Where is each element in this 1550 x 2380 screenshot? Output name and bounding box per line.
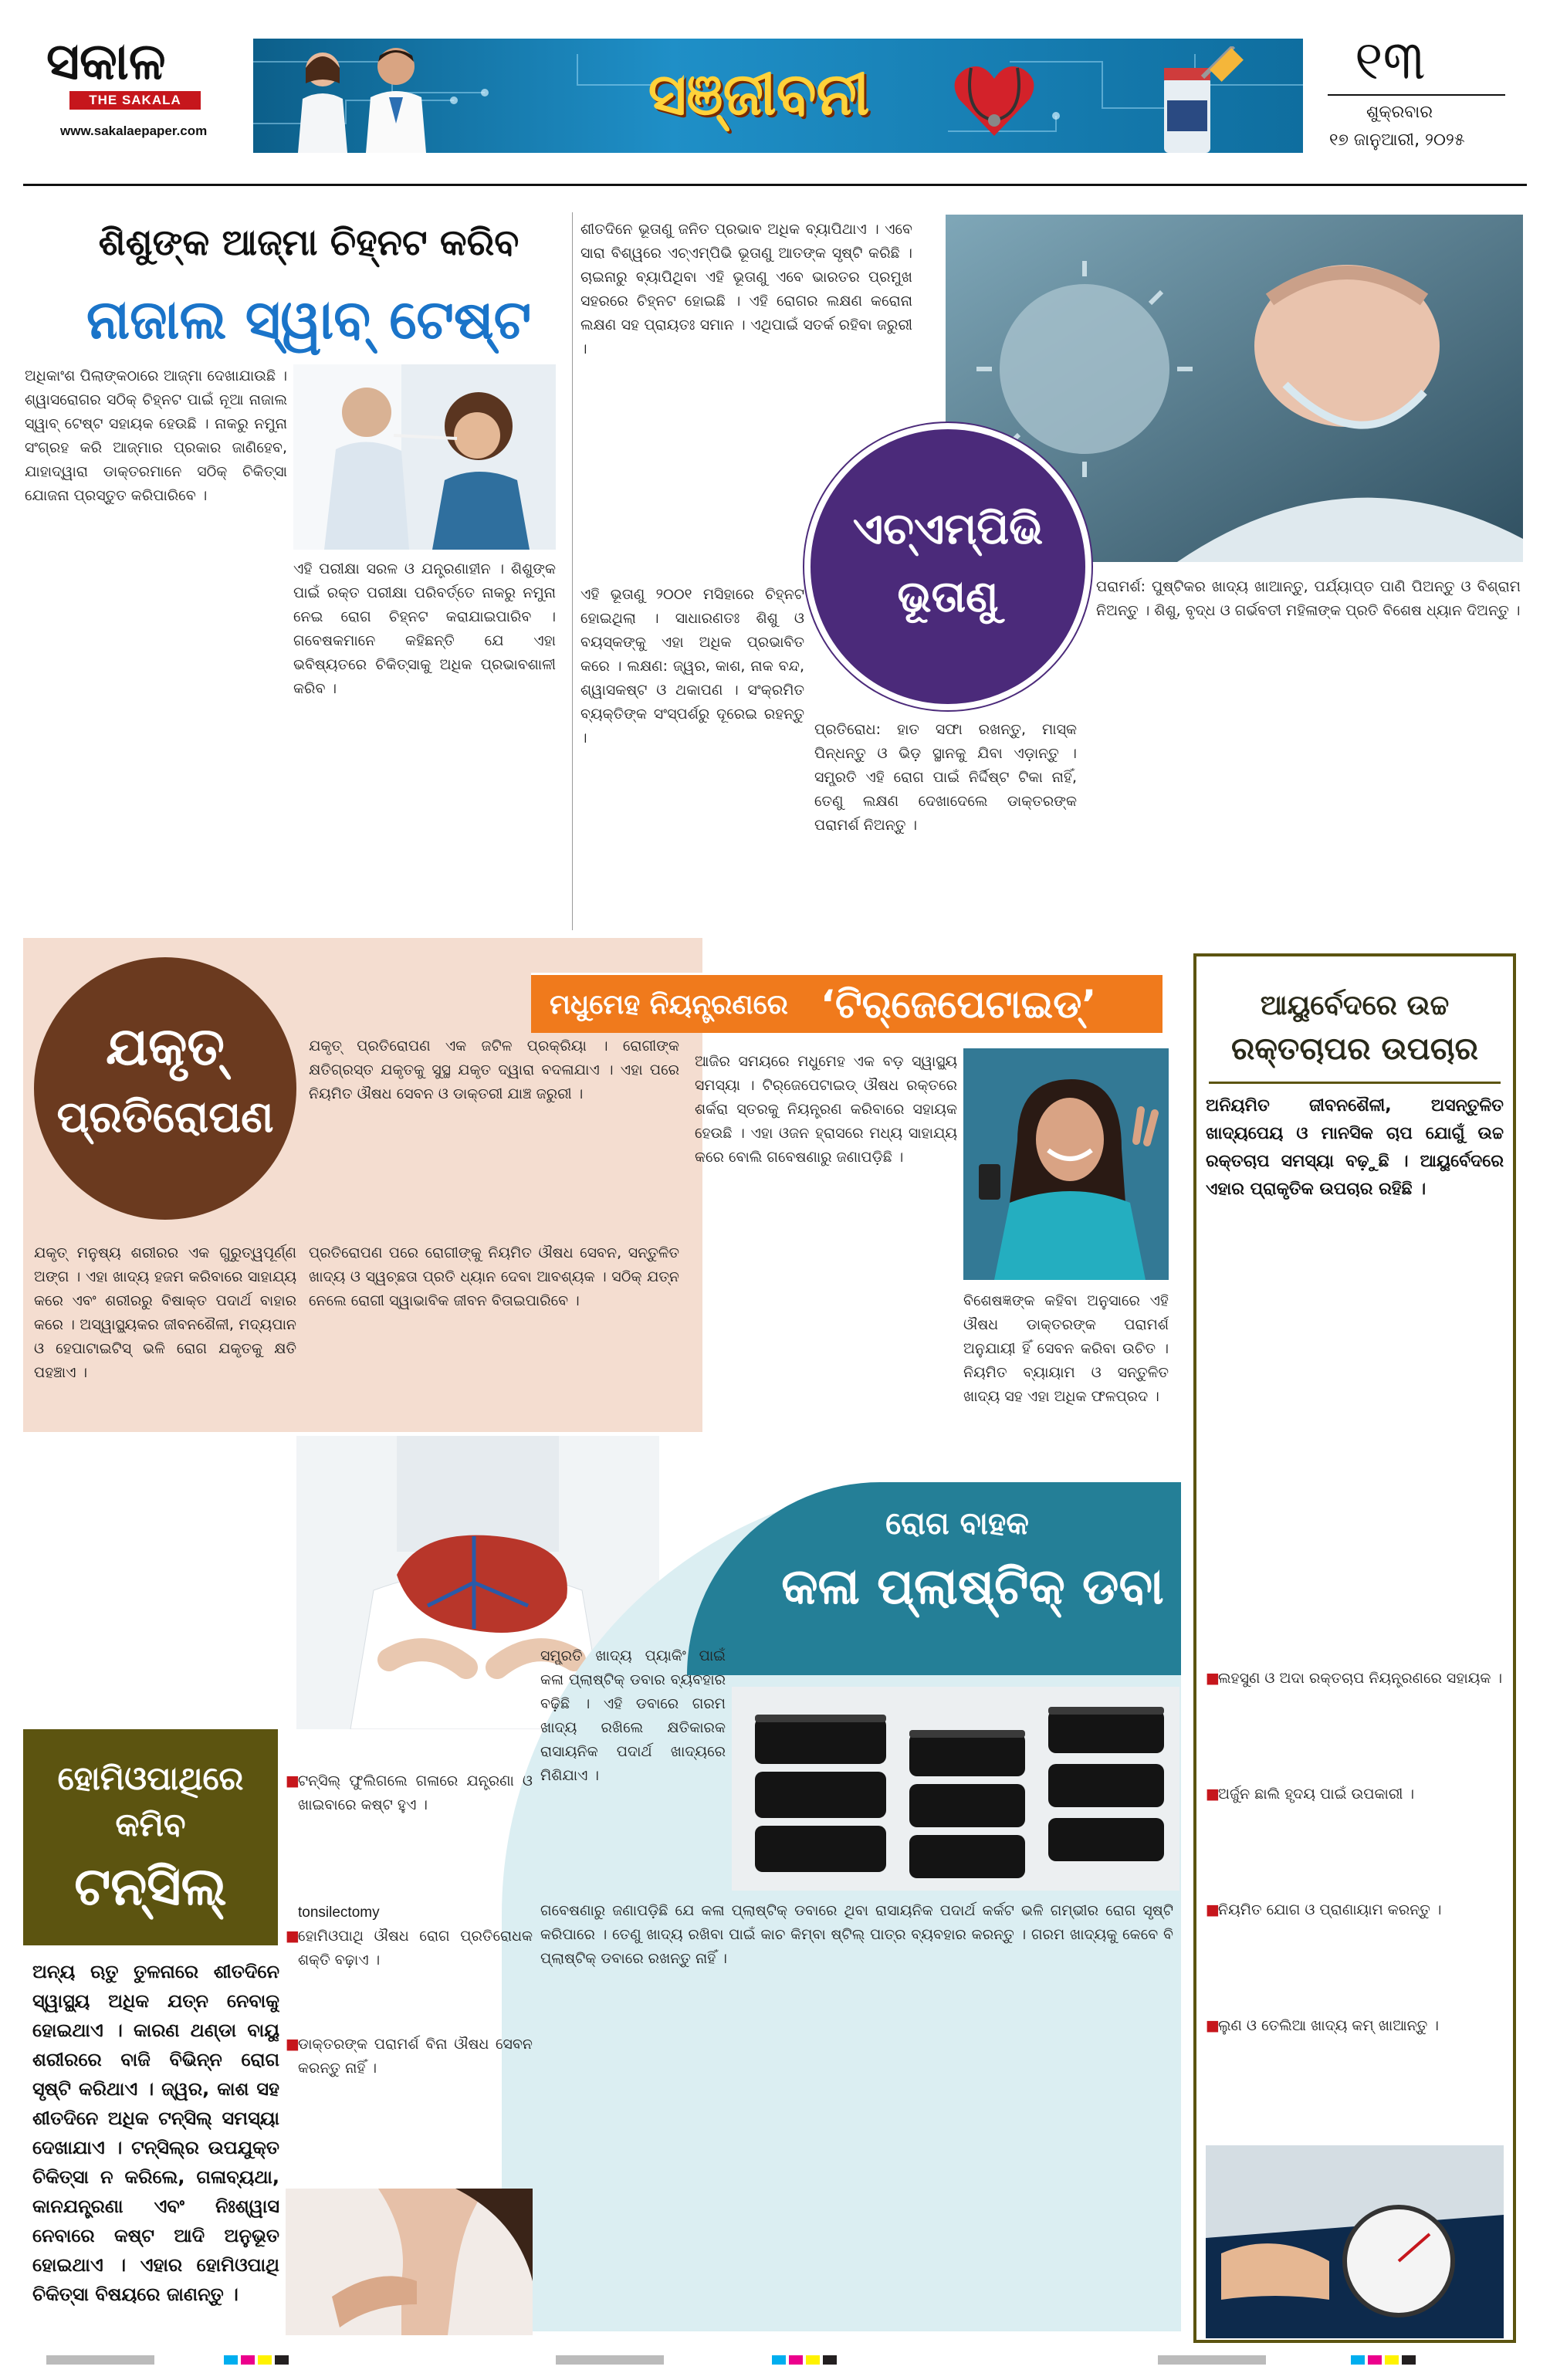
plastic-body-col1: ସମ୍ପ୍ରତି ଖାଦ୍ୟ ପ୍ୟାକିଂ ପାଇଁ କଳା ପ୍ଲାଷ୍ଟିକ୍ ଡବାର ବ୍ୟବହାର ବଢ଼ିଛି । ଏହି ଡବାରେ ଗରମ ଖାଦ୍ୟ ରଖିଲେ କ୍ଷତିକାରକ ରାସାୟନିକ ପଦାର୍ଥ ଖାଦ୍ୟରେ ମିଶିଯାଏ । [540,1647,726,1784]
asthma-headline-1: ଶିଶୁଙ୍କ ଆଜ୍‌ମା ଚିହ୍ନଟ କରିବ [98,222,519,264]
liver-title-line1: ଯକୃତ୍ [106,1017,225,1078]
diabetes-title-quote: ‘ଟିର୍‌ଜେପେଟାଇଡ୍’ [821,982,1097,1027]
black-containers-photo [732,1687,1179,1891]
plastic-banner-big: କଳା ପ୍ଲାଷ୍ଟିକ୍ ଡବା [781,1559,1164,1616]
ayurveda-intro: ଅନିୟମିତ ଜୀବନଶୈଳୀ, ଅସନ୍ତୁଳିତ ଖାଦ୍ୟପେୟ ଓ ମାନସିକ ଚାପ ଯୋଗୁଁ ଉଚ୍ଚ ରକ୍ତଚାପ ସମସ୍ୟା ବଢ଼ୁଛି । ଆୟୁର୍ବେଦରେ ଏହାର ପ୍ରାକୃତିକ ଉପଚାର ରହିଛି । [1206,1096,1504,1199]
plastic-banner-small: ରୋଗ ବାହକ [885,1506,1029,1542]
ayurveda-bullets [1206,1667,1504,2130]
ayurveda-title-line2: ରକ୍ତଚାପର ଉପଚାର [1231,1031,1478,1067]
ayurveda-bullet [1206,1782,1504,1898]
tonsil-bullet-text: ହୋମିଓପାଥି ଔଷଧ ରୋଗ ପ୍ରତିରୋଧକ ଶକ୍ତି ବଢ଼ାଏ । [298,1928,533,1969]
logo-subtitle: THE SAKALA [69,91,201,110]
doctor-photo-male [361,40,431,153]
heart-stethoscope-icon [948,52,1041,145]
hmpv-body-col4: ପରାମର୍ଶ: ପୁଷ୍ଟିକର ଖାଦ୍ୟ ଖାଆନ୍ତୁ, ପର୍ଯ୍ୟାପ୍ତ ପାଣି ପିଅନ୍ତୁ ଓ ବିଶ୍ରାମ ନିଅନ୍ତୁ । ଶିଶୁ, ବୃଦ୍ଧ ଓ ଗର୍ଭବତୀ ମହିଳାଙ୍କ ପ୍ରତି ବିଶେଷ ଧ୍ୟାନ ଦିଅନ୍ତୁ । [1096,578,1521,619]
plastic-body: ଗବେଷଣାରୁ ଜଣାପଡ଼ିଛି ଯେ କଳା ପ୍ଲାଷ୍ଟିକ୍ ଡବାରେ ଥିବା ରାସାୟନିକ ପଦାର୍ଥ କର୍କଟ ଭଳି ଗମ୍ଭୀର ରୋଗ ସୃଷ୍ଟି କରିପାରେ । ତେଣୁ ଖାଦ୍ୟ ରଖିବା ପାଇଁ କାଚ କିମ୍ବା ଷ୍ଟିଲ୍ ପାତ୍ର ବ୍ୟବହାର କରନ୍ତୁ । ଗରମ ଖାଦ୍ୟକୁ କେବେ ବି ପ୍ଲାଷ୍ଟିକ୍ ଡବାରେ ରଖନ୍ତୁ ନାହିଁ । [540,1902,1173,1967]
bullet-icon: ■ [286,1928,300,1945]
hmpv-body-col2: ଏହି ଭୂତାଣୁ ୨୦୦୧ ମସିହାରେ ଚିହ୍ନଟ ହୋଇଥିଲା । ସାଧାରଣତଃ ଶିଶୁ ଓ ବୟସ୍କଙ୍କୁ ଏହା ଅଧିକ ପ୍ରଭାବିତ କରେ । ଲକ୍ଷଣ: ଜ୍ୱର, କାଶ, ନାକ ବନ୍ଦ, ଶ୍ୱାସକଷ୍ଟ ଓ ଥକାପଣ । ସଂକ୍ରମିତ ବ୍ୟକ୍ତିଙ୍କ ସଂସ୍ପର୍ଶରୁ ଦୂରେଇ ରହନ୍ତୁ । [580,586,804,747]
diabetes-title-prefix: ମଧୁମେହ ନିୟନ୍ତ୍ରଣରେ [550,989,788,1021]
ayurveda-bullet-text: ଅର୍ଜୁନ ଛାଲି ହୃଦୟ ପାଇଁ ଉପକାରୀ । [1218,1786,1414,1803]
ayurveda-bullet [1206,2014,1504,2130]
ayurveda-title-rule [1209,1082,1501,1084]
asthma-headline-2: ନାଜାଲ ସ୍ୱାବ୍ ଟେଷ୍ଟ [86,288,532,351]
diabetes-body-col1: ଆଜିର ସମୟରେ ମଧୁମେହ ଏକ ବଡ଼ ସ୍ୱାସ୍ଥ୍ୟ ସମସ୍ୟା । ଟିର୍‌ଜେପେଟାଇଡ୍ ଔଷଧ ରକ୍ତରେ ଶର୍କରା ସ୍ତରକୁ ନିୟନ୍ତ୍ରଣ କରିବାରେ ସହାୟକ ହେଉଛି । ଏହା ଓଜନ ହ୍ରାସରେ ମଧ୍ୟ ସାହାଯ୍ୟ କରେ ବୋଲି ଗବେଷଣାରୁ ଜଣାପଡ଼ିଛି । [695,1053,957,1166]
page-number: ୧୩ [1355,29,1426,92]
banner-title: ସଞ୍ଜୀବନୀ [648,59,870,128]
tonsil-bullet-text: ଟନ୍‌ସିଲ୍ ଫୁଲିଗଲେ ଗଳାରେ ଯନ୍ତ୍ରଣା ଓ ଖାଇବାରେ କଷ୍ଟ ହୁଏ । [298,1772,533,1813]
ayurveda-bullet [1206,1667,1504,1782]
ayurveda-bullet-text: ନିୟମିତ ଯୋଗ ଓ ପ୍ରାଣାୟାମ କରନ୍ତୁ । [1218,1901,1442,1918]
blood-pressure-photo [1206,2145,1504,2338]
plastic-banner [687,1482,1181,1675]
tonsil-bullet [286,1769,533,1901]
masthead [0,0,1550,181]
hmpv-title-circle [804,423,1091,710]
tonsil-bullets [286,1769,533,2171]
nasal-swab-photo [293,364,556,550]
bullet-icon: ■ [1206,1786,1220,1803]
ayurveda-bullet-text: ଲହସୁଣ ଓ ଅଦା ରକ୍ତଚାପ ନିୟନ୍ତ୍ରଣରେ ସହାୟକ । [1218,1670,1503,1687]
liver-body-col2: ପ୍ରତିରୋପଣ ପରେ ରୋଗୀଙ୍କୁ ନିୟମିତ ଔଷଧ ସେବନ, ସନ୍ତୁଳିତ ଖାଦ୍ୟ ଓ ସ୍ୱଚ୍ଛତା ପ୍ରତି ଧ୍ୟାନ ଦେବା ଆବଶ୍ୟକ । ସଠିକ୍ ଯତ୍ନ ନେଲେ ରୋଗୀ ସ୍ୱାଭାବିକ ଜୀବନ ବିତାଇପାରିବେ । [309,1244,679,1309]
issue-date: ୧୭ ଜାନୁଆରୀ, ୨୦୨୫ [1329,130,1465,150]
bullet-icon: ■ [286,1772,300,1789]
liver-intro: ଯକୃତ୍ ପ୍ରତିରୋପଣ ଏକ ଜଟିଳ ପ୍ରକ୍ରିୟା । ରୋଗୀଙ୍କ କ୍ଷତିଗ୍ରସ୍ତ ଯକୃତକୁ ସୁସ୍ଥ ଯକୃତ ଦ୍ୱାରା ବଦଳାଯାଏ । ଏହା ପରେ ନିୟମିତ ଔଷଧ ସେବନ ଓ ଡାକ୍ତରୀ ଯାଞ୍ଚ ଜରୁରୀ । [309,1038,679,1102]
column-rule-1 [572,212,573,930]
hmpv-body-col3: ପ୍ରତିରୋଧ: ହାତ ସଫା ରଖନ୍ତୁ, ମାସ୍କ ପିନ୍ଧନ୍ତୁ ଓ ଭିଡ଼ ସ୍ଥାନକୁ ଯିବା ଏଡ଼ାନ୍ତୁ । ସମ୍ପ୍ରତି ଏହି ରୋଗ ପାଇଁ ନିର୍ଦ୍ଦିଷ୍ଟ ଟିକା ନାହିଁ, ତେଣୁ ଲକ୍ଷଣ ଦେଖାଦେଲେ ଡାକ୍ତରଙ୍କ ପରାମର୍ଶ ନିଅନ୍ତୁ । [814,721,1077,834]
asthma-body-col1: ଅଧିକାଂଶ ପିଲାଙ୍କଠାରେ ଆଜ୍‌ମା ଦେଖାଯାଉଛି । ଶ୍ୱାସରୋଗର ସଠିକ୍ ଚିହ୍ନଟ ପାଇଁ ନୂଆ ନାଜାଲ ସ୍ୱାବ୍ ଟେଷ୍ଟ ସହାୟକ ହେଉଛି । ନାକରୁ ନମୁନା ସଂଗ୍ରହ କରି ଆଜ୍‌ମାର ପ୍ରକାର ଜାଣିହେବ, ଯାହାଦ୍ୱାରା ଡାକ୍ତରମାନେ ସଠିକ୍ ଚିକିତ୍ସା ଯୋଜନା ପ୍ରସ୍ତୁତ କରିପାରିବେ । [25,367,287,504]
diabetes-body-col2: ବିଶେଷଜ୍ଞଙ୍କ କହିବା ଅନୁସାରେ ଏହି ଔଷଧ ଡାକ୍ତରଙ୍କ ପରାମର୍ଶ ଅନୁଯାୟୀ ହିଁ ସେବନ କରିବା ଉଚିତ । ନିୟମିତ ବ୍ୟାୟାମ ଓ ସନ୍ତୁଳିତ ଖାଦ୍ୟ ସହ ଏହା ଅଧିକ ଫଳପ୍ରଦ । [963,1292,1169,1405]
ayurveda-box [1193,953,1516,2343]
logo [46,31,232,124]
liver-title-circle [34,957,296,1220]
weekday: ଶୁକ୍ରବାର [1366,103,1433,122]
tonsil-latin-term: tonsilectomy [298,1904,380,1921]
doctor-photo-female [292,45,354,153]
bullet-icon: ■ [1206,1670,1220,1687]
asthma-body-col2: ଏହି ପରୀକ୍ଷା ସରଳ ଓ ଯନ୍ତ୍ରଣାହୀନ । ଶିଶୁଙ୍କ ପାଇଁ ରକ୍ତ ପରୀକ୍ଷା ପରିବର୍ତ୍ତେ ନାକରୁ ନମୁନା ନେଇ ରୋଗ ଚିହ୍ନଟ କରାଯାଇପାରିବ । ଗବେଷକମାନେ କହିଛନ୍ତି ଯେ ଏହା ଭବିଷ୍ୟତରେ ଚିକିତ୍ସାକୁ ଅଧିକ ପ୍ରଭାବଶାଳୀ କରିବ । [293,560,556,697]
liver-title-line2: ପ୍ରତିରୋପଣ [56,1092,274,1143]
bullet-icon: ■ [1206,2017,1220,2034]
header-rule [1328,94,1505,96]
tonsil-title-line3: ଟନ୍‌ସିଲ୍ [74,1857,227,1918]
tonsil-bullet [286,2033,533,2141]
logo-text: ସକାଳ [46,32,166,91]
tonsil-bullet-text: ଡାକ୍ତରଙ୍କ ପରାମର୍ଶ ବିନା ଔଷଧ ସେବନ କରନ୍ତୁ ନାହିଁ । [298,2036,533,2077]
diabetes-woman-photo [963,1048,1169,1280]
diabetes-title-bar [531,973,1162,1033]
throat-pain-photo [286,2189,533,2335]
hmpv-body-col1: ଶୀତଦିନେ ଭୂତାଣୁ ଜନିତ ପ୍ରଭାବ ଅଧିକ ବ୍ୟାପିଥାଏ । ଏବେ ସାରା ବିଶ୍ୱରେ ଏଚ୍‌ଏମ୍‌ପିଭି ଭୂତାଣୁ ଆତଙ୍କ ସୃଷ୍ଟି କରିଛି । ଚାଇନାରୁ ବ୍ୟାପିଥିବା ଏହି ଭୂତାଣୁ ଏବେ ଭାରତର ପ୍ରମୁଖ ସହରରେ ଚିହ୍ନଟ ହୋଇଛି । ଏହି ରୋଗର ଲକ୍ଷଣ କରୋନା ଲକ୍ଷଣ ସହ ପ୍ରାୟତଃ ସମାନ । ଏଥିପାଇଁ ସତର୍କ ରହିବା ଜରୁରୀ । [580,221,912,357]
ayurveda-bullet-text: ଲୁଣ ଓ ତେଲିଆ ଖାଦ୍ୟ କମ୍ ଖାଆନ୍ତୁ । [1218,2017,1439,2034]
ayurveda-bullet [1206,1898,1504,2014]
ayurveda-title-line1: ଆୟୁର୍ବେଦରେ ଉଚ୍ଚ [1260,990,1450,1021]
bullet-icon: ■ [286,2036,300,2053]
bullet-icon: ■ [1206,1901,1220,1918]
tonsil-title-line1: ହୋମିଓପାଥିରେ [57,1759,244,1797]
website-url[interactable]: www.sakalaepaper.com [60,124,208,138]
masthead-divider [23,184,1527,186]
vaccine-vial-icon [1118,46,1257,153]
tonsil-bullet [286,1925,533,2033]
tonsil-intro: ଅନ୍ୟ ଋତୁ ତୁଳନାରେ ଶୀତଦିନେ ସ୍ୱାସ୍ଥ୍ୟ ଅଧିକ ଯତ୍ନ ନେବାକୁ ହୋଇଥାଏ । କାରଣ ଥଣ୍ଡା ବାୟୁ ଶରୀରରେ ବାଜି ବିଭିନ୍ନ ରୋଗ ସୃଷ୍ଟି କରିଥାଏ । ଜ୍ୱର, କାଶ ସହ ଶୀତଦିନେ ଅଧିକ ଟନ୍‌ସିଲ୍ ସମସ୍ୟା ଦେଖାଯାଏ । ଟନ୍‌ସିଲ୍‌ର ଉପଯୁକ୍ତ ଚିକିତ୍ସା ନ କରିଲେ, ଗଳାବ୍ୟଥା, କାନଯନ୍ତ୍ରଣା ଏବଂ ନିଃଶ୍ୱାସ ନେବାରେ କଷ୍ଟ ଆଦି ଅନୁଭୂତ ହୋଇଥାଏ । ଏହାର ହୋମିଓପାଥି ଚିକିତ୍ସା ବିଷୟରେ ଜାଣନ୍ତୁ । [32,1961,279,2305]
liver-body-col1: ଯକୃତ୍ ମନୁଷ୍ୟ ଶରୀରର ଏକ ଗୁରୁତ୍ୱପୂର୍ଣ୍ଣ ଅଙ୍ଗ । ଏହା ଖାଦ୍ୟ ହଜମ କରିବାରେ ସାହାଯ୍ୟ କରେ ଏବଂ ଶରୀରରୁ ବିଷାକ୍ତ ପଦାର୍ଥ ବାହାର କରେ । ଅସ୍ୱାସ୍ଥ୍ୟକର ଜୀବନଶୈଳୀ, ମଦ୍ୟପାନ ଓ ହେପାଟାଇଟିସ୍ ଭଳି ରୋଗ ଯକୃତକୁ କ୍ଷତି ପହଞ୍ଚାଏ । [34,1244,296,1381]
hmpv-title: ଏଚ୍‌ଏମ୍‌ପିଭି ଭୂତାଣୁ [852,504,1044,622]
sanjeevani-banner [253,39,1303,153]
print-registration-bar [0,2351,1550,2369]
tonsil-title-box [23,1729,278,1945]
tonsil-title-line2: କମିବ [115,1806,186,1843]
